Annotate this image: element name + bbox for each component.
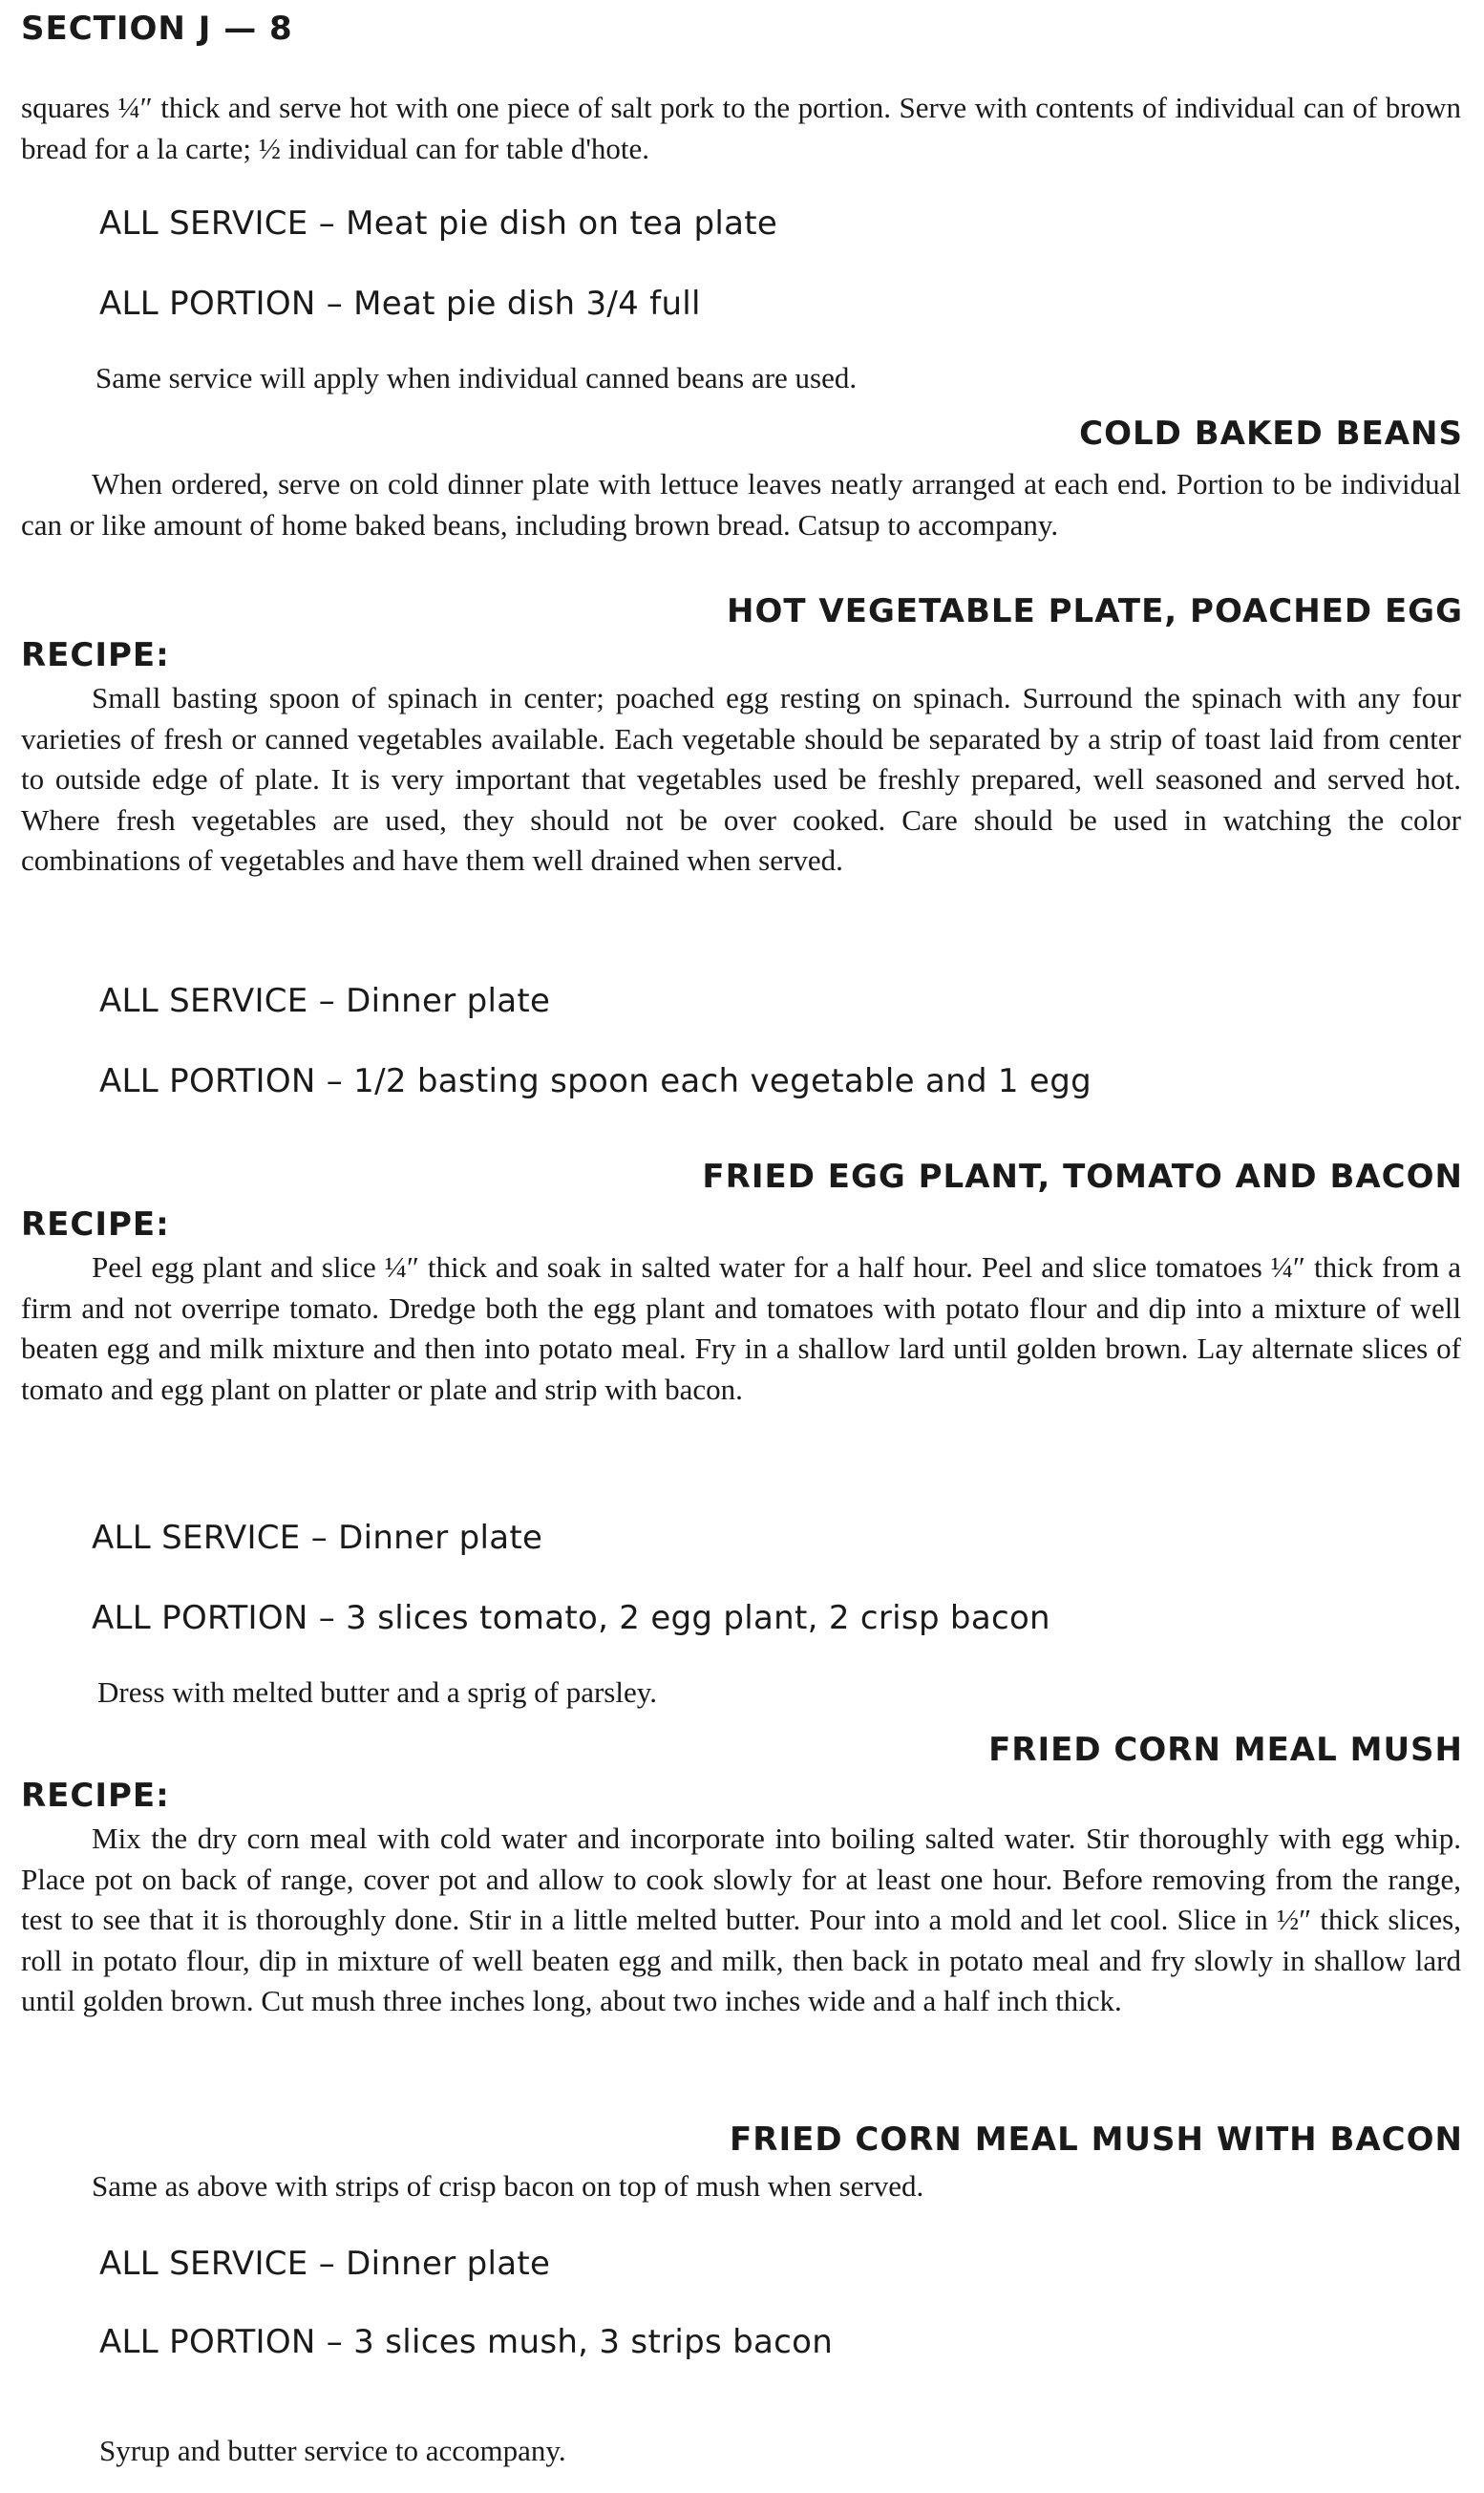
hot-vegetable-recipe-label: RECIPE: bbox=[21, 636, 170, 674]
hot-vegetable-portion-line: ALL PORTION – 1/2 basting spoon each vegetable and 1 egg bbox=[99, 1062, 1092, 1100]
fried-mush-bacon-paragraph: Same as above with strips of crisp bacon on top of mush when served. bbox=[92, 2169, 924, 2203]
intro-portion-line: ALL PORTION – Meat pie dish 3/4 full bbox=[99, 285, 701, 323]
hot-vegetable-paragraph: Small basting spoon of spinach in center; poached egg resting on spinach. Surround the spinach with any four varieties of fresh or canned vegetables available. Each vegetable should be separated by a strip of toast laid from center to outside edge of plate. It is very important that vegetables used be freshly prepared, well seasoned and served hot. Where fresh vegetables are used, they should not be over cooked. Care should be used in watching the color combinations of vegetables and have them well drained when served. bbox=[21, 681, 1461, 877]
intro-paragraph: squares ¼″ thick and serve hot with one piece of salt pork to the portion. Serve with contents of individual can of brown bread for a la carte; ½ individual can for table d'hote. bbox=[21, 91, 1461, 165]
fried-corn-meal-mush-title: FRIED CORN MEAL MUSH bbox=[988, 1731, 1463, 1769]
fried-egg-plant-paragraph: Peel egg plant and slice ¼″ thick and soak in salted water for a half hour. Peel and slice tomatoes ¼″ thick from a firm and not overripe tomato. Dredge both the egg plant and tomatoes with potato flour and dip into a mixture of well beaten egg and milk mixture and then into potato meal. Fry in a shallow lard until golden brown. Lay alternate slices of tomato and egg plant on platter or plate and strip with bacon. bbox=[21, 1250, 1461, 1406]
fried-egg-plant-note: Dress with melted butter and a sprig of parsley. bbox=[97, 1675, 657, 1709]
fried-mush-bacon-note: Syrup and butter service to accompany. bbox=[99, 2434, 566, 2467]
hot-vegetable-service-line: ALL SERVICE – Dinner plate bbox=[99, 982, 551, 1020]
fried-egg-plant-recipe-label: RECIPE: bbox=[21, 1205, 170, 1244]
fried-mush-bacon-service-line: ALL SERVICE – Dinner plate bbox=[99, 2245, 551, 2283]
hot-vegetable-plate-title: HOT VEGETABLE PLATE, POACHED EGG bbox=[727, 592, 1463, 630]
cold-baked-beans-paragraph: When ordered, serve on cold dinner plate with lettuce leaves neatly arranged at each end. Portion to be individual can or like amount of home baked beans, including brown bread. Catsup to accompany. bbox=[21, 467, 1461, 542]
fried-mush-bacon-portion-line: ALL PORTION – 3 slices mush, 3 strips bacon bbox=[99, 2323, 834, 2361]
intro-note: Same service will apply when individual canned beans are used. bbox=[95, 361, 858, 394]
fried-egg-plant-service-line: ALL SERVICE – Dinner plate bbox=[92, 1519, 543, 1557]
fried-corn-meal-mush-paragraph: Mix the dry corn meal with cold water and incorporate into boiling salted water. Stir thoroughly with egg whip. Place pot on back of range, cover pot and allow to cook slowly for at least one hour. Before removing from the range, test to see that it is thoroughly done. Stir in a little melted butter. Pour into a mold and let cool. Slice in ½″ thick slices, roll in potato flour, dip in mixture of well beaten egg and milk, then back in potato meal and fry slowly in shallow lard until golden brown. Cut mush three inches long, about two inches wide and a half inch thick. bbox=[21, 1822, 1461, 2017]
fried-egg-plant-portion-line: ALL PORTION – 3 slices tomato, 2 egg plant, 2 crisp bacon bbox=[92, 1599, 1050, 1637]
cold-baked-beans-title: COLD BAKED BEANS bbox=[1079, 415, 1463, 453]
intro-service-line: ALL SERVICE – Meat pie dish on tea plate bbox=[99, 204, 778, 243]
section-header: SECTION J — 8 bbox=[21, 10, 293, 48]
fried-mush-recipe-label: RECIPE: bbox=[21, 1777, 170, 1815]
fried-mush-bacon-title: FRIED CORN MEAL MUSH WITH BACON bbox=[730, 2120, 1463, 2159]
fried-egg-plant-title: FRIED EGG PLANT, TOMATO AND BACON bbox=[702, 1158, 1463, 1196]
